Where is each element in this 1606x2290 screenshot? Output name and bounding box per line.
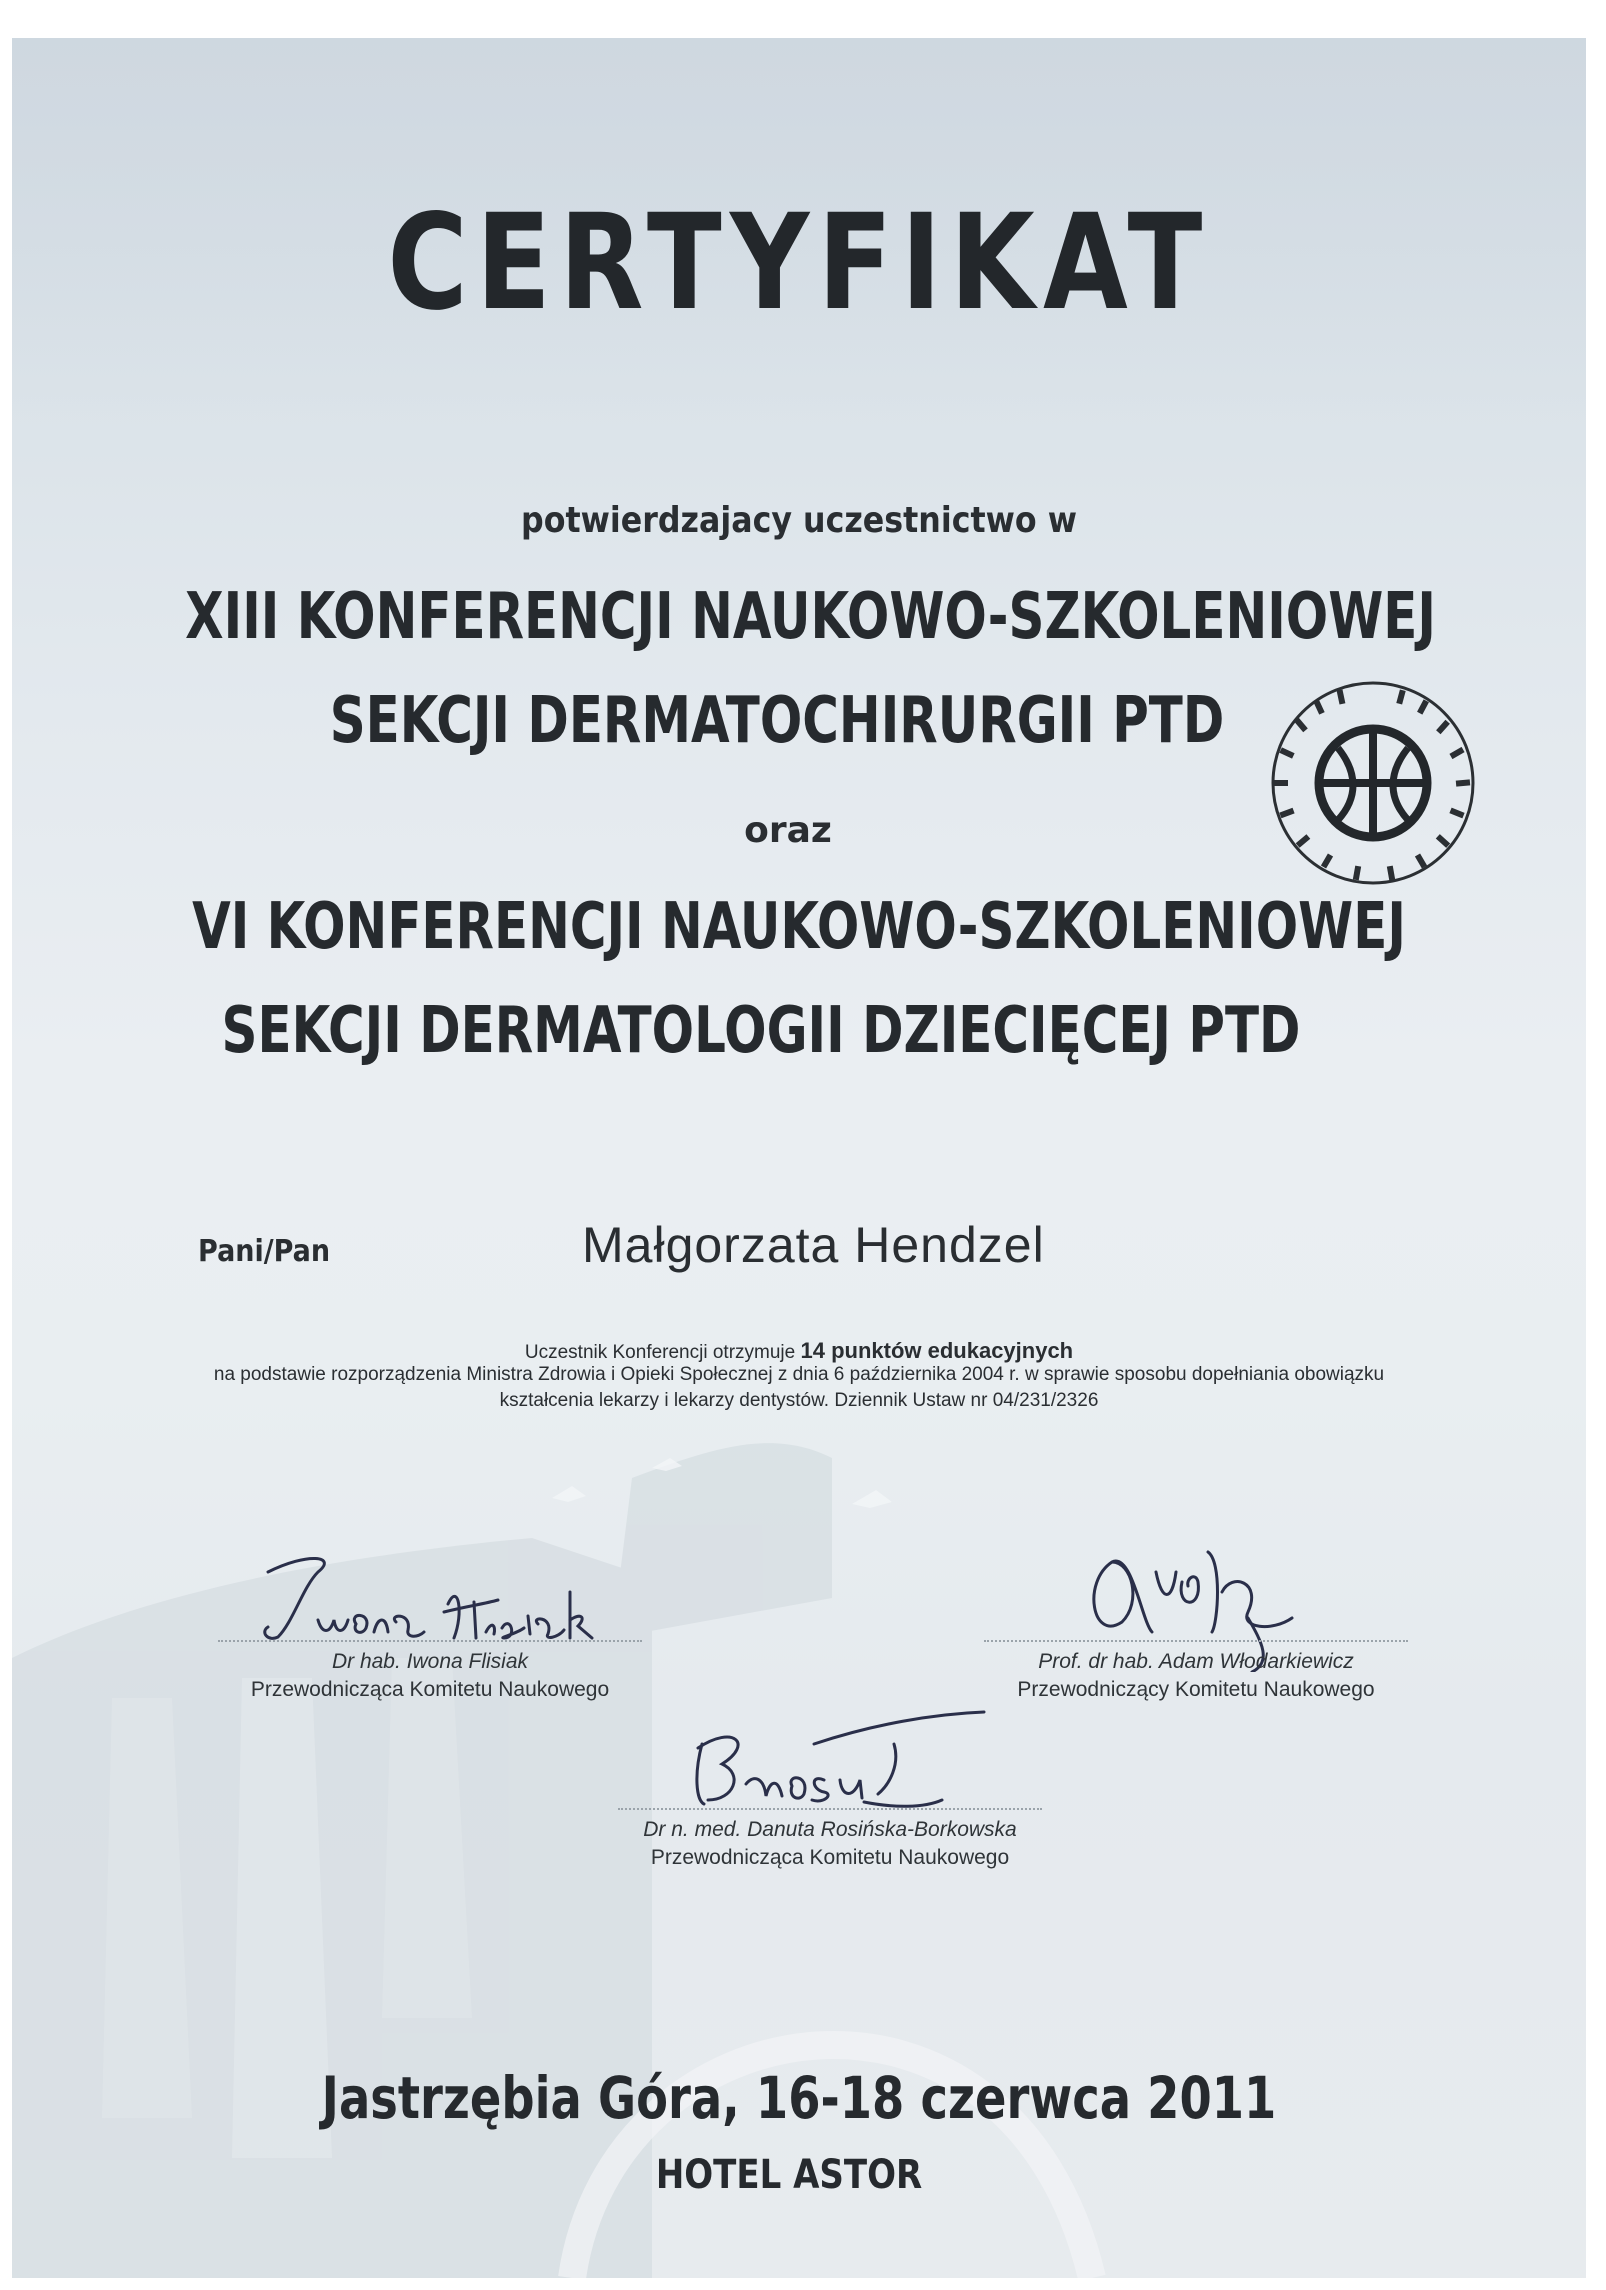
conference-1-section: SEKCJI DERMATOCHIRURGII PTD [329,684,1225,758]
signature-1-role: Przewodnicząca Komitetu Naukowego [250,1678,610,1701]
conference-1-title: XIII KONFERENCJI NAUKOWO-SZKOLENIOWEJ [185,580,1436,654]
globe-icon [1319,729,1427,837]
connector-text: oraz [744,810,832,851]
certificate-sheet [12,38,1586,2278]
signature-2-role: Przewodniczący Komitetu Naukowego [1017,1678,1375,1701]
section-seal [1268,678,1478,888]
signature-2-line [984,1640,1408,1642]
recipient-name: Małgorzata Hendzel [582,1217,1045,1273]
certificate-subtitle: potwierdzajacy uczestnictwo w [521,500,1077,541]
signature-3-name: Dr n. med. Danuta Rosińska-Borkowska [643,1818,1017,1841]
signature-1-name: Dr hab. Iwona Flisiak [331,1650,529,1673]
signature-1-handwriting [248,1542,628,1652]
conference-2-section: SEKCJI DERMATOLOGII DZIECIĘCEJ PTD [221,994,1301,1068]
signature-3-handwriting [674,1704,994,1814]
legal-basis-line-2: kształcenia lekarzy i lekarzy dentystów. Dziennik Ustaw nr 04/231/2326 [499,1390,1099,1411]
points-line [12,1338,1586,1364]
recipient-label: Pani/Pan [198,1234,331,1269]
points-value: 14 punktów edukacyjnych [800,1338,1074,1363]
certificate-title: CERTYFIKAT [387,186,1211,340]
conference-2-title: VI KONFERENCJI NAUKOWO-SZKOLENIOWEJ [192,890,1406,964]
place-and-date: Jastrzębia Góra, 16-18 czerwca 2011 [321,2064,1277,2132]
signature-1-line [218,1640,642,1642]
legal-basis-line-1: na podstawie rozporządzenia Ministra Zdrowia i Opieki Społecznej z dnia 6 października 2004 r. w sprawie sposobu dopełniania obowiązku [213,1364,1385,1385]
signature-3-role: Przewodnicząca Komitetu Naukowego [650,1846,1010,1869]
background-scenery [12,38,1586,2278]
signature-3-line [618,1808,1042,1810]
signature-2-name: Prof. dr hab. Adam Włodarkiewicz [1038,1650,1354,1673]
points-prefix: Uczestnik Konferencji otrzymuje [524,1342,796,1363]
venue-name: HOTEL ASTOR [655,2152,923,2198]
